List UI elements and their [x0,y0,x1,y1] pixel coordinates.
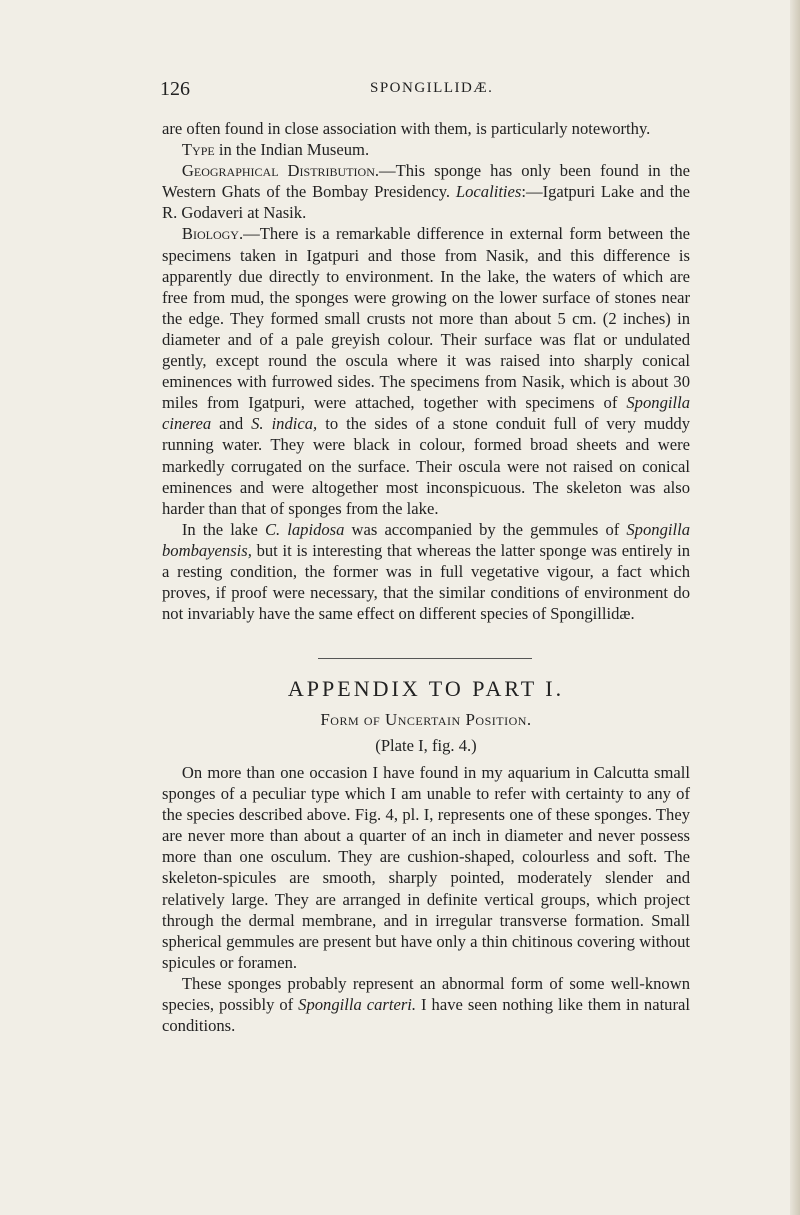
biology-text-3: to the sides of a stone conduit full of very muddy running water. They were black in colour, formed broad sheets and were markedly corrugated on the surface. Their oscula were not raised on conical eminences and were altogether most inconspicuous. The skeleton was also harder than that of sponges from the lake. [162,414,691,518]
biology-text-1: —There is a remarkable difference in external form between the specimens taken in Igatpuri and those from Nasik, and this difference is apparently due directly to environment. In the lake, the waters of which are free from mud, the sponges were growing on the lower surface of stones near the edge. They formed small crusts not more than about 5 cm. (2 inches) in diameter and of a pale greyish colour. Their surface was flat or undulated gently, except round the oscula where it was raised into sharply conical eminences with furrowed sides. The specimens from Nasik, which is about 30 miles from Igatpuri, were attached, together with specimens of [162,224,690,413]
species-spongilla-carteri: Spongilla carteri. [298,995,417,1015]
paragraph-geographical-distribution [162,160,690,223]
species-c-lapidosa: C. lapidosa [264,519,345,539]
running-title: SPONGILLIDÆ. [370,80,494,96]
lake-text-3: but it is interesting that whereas the latter sponge was entirely in a resting condition, the former was in full vegetative vigour, a fact which proves, if proof were necessary, that the similar conditions of environment do not invariably have the same effect on different species of Spongillidæ. [162,540,690,624]
type-text: in the Indian Museum. [214,140,370,160]
page-edge [790,0,800,1215]
appendix-paragraph-2 [162,973,690,1036]
appendix-p2-text-2: I have seen nothing like them in natural conditions. [162,995,690,1036]
species-spongilla-bombayensis: Spongilla bombayensis, [162,519,690,560]
type-label: Type [181,140,215,160]
section-divider [318,658,532,659]
paragraph-continuation: are often found in close association with them, is particularly noteworthy. [162,119,651,138]
appendix-title: APPENDIX TO PART I. [287,676,565,701]
paragraph-type [162,139,690,160]
localities-label: Localities [455,182,522,202]
paragraph-biology [162,223,690,518]
lake-text-1: In the lake [181,519,265,539]
plate-reference: (Plate I, fig. 4.) [375,736,477,755]
species-spongilla-cinerea: Spongilla cinerea [162,393,690,434]
species-s-indica: S. indica, [251,414,318,434]
appendix-text [162,762,690,1036]
appendix-p2-text-1: These sponges probably represent an abnormal form of some well-known species, possibly of [162,973,690,1015]
geo-label: Geographical Distribution. [181,161,380,181]
appendix-subtitle: Form of Uncertain Position. [320,710,532,729]
main-text [162,118,690,624]
lake-text-2: was accompanied by the gemmules of [344,519,627,539]
geo-text: —This sponge has only been found in the Western Ghats of the Bombay Presidency. [162,161,691,202]
biology-label: Biology. [181,224,244,244]
page-header [160,78,680,106]
localities-text: :—Igatpuri Lake and the R. Godaveri at Nasik. [162,182,690,223]
page-number: 126 [160,78,190,100]
biology-text-2: and [211,414,252,434]
paragraph-lake [162,519,690,624]
appendix-paragraph-1: On more than one occasion I have found in my aquarium in Calcutta small sponges of a peculiar type which I am unable to refer with certainty to any of the species described above. Fig. 4, pl. I, represents one of these sponges. They are never more than about a quarter of an inch in diameter and never possess more than one osculum. They are cushion-shaped, colourless and soft. The skeleton-spicules are smooth, sharply pointed, moderately slender and relatively large. They are arranged in definite vertical groups, which project through the dermal membrane, and in irregular transverse formation. Small spherical gemmules are present but have only a thin chitinous covering without spicules or foramen. [162,763,690,972]
